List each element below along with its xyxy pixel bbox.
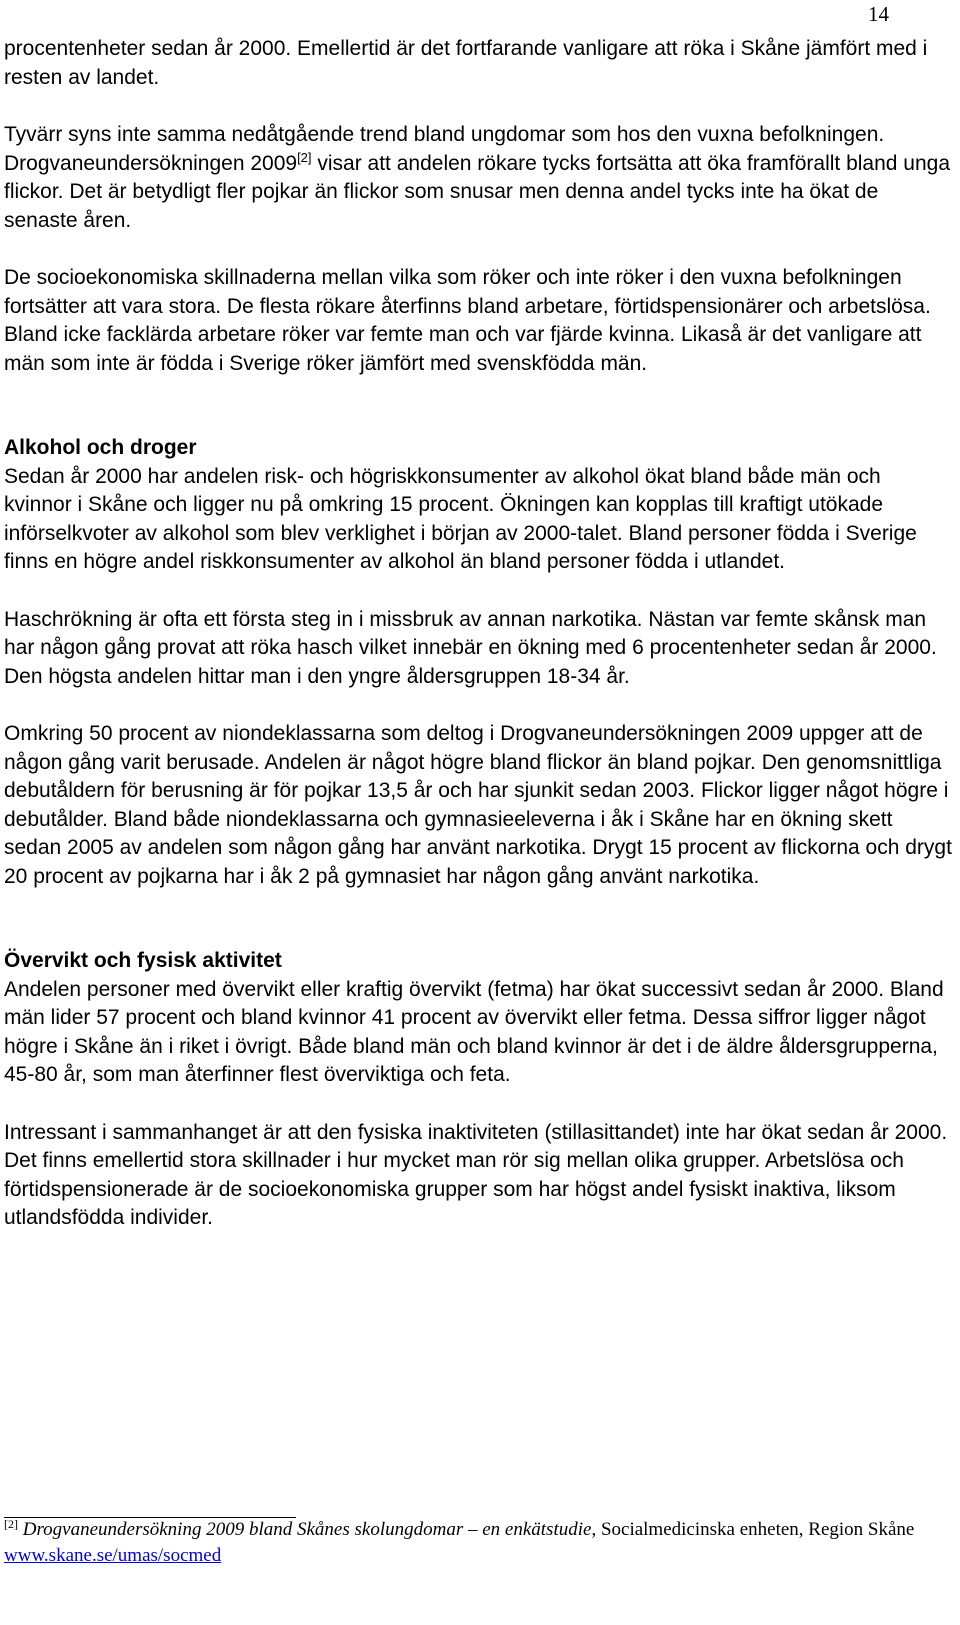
footnote-title: Drogvaneundersökning 2009 bland Skånes skolungdomar – en enkätstudie (22, 1519, 592, 1540)
paragraph-youth-text-b: visar att andelen rökare tycks fortsätta att öka framförallt bland unga flickor. Det är betydligt fler pojkar än flickor som snusar men denna andel tycks inte ha ökat de senaste åren. (4, 151, 951, 232)
heading-overweight: Övervikt och fysisk aktivitet (4, 949, 282, 972)
paragraph-smoking-trend: procentenheter sedan år 2000. Emellertid är det fortfarande vanligare att röka i Skåne jämfört med i resten av landet. (4, 37, 928, 89)
paragraph-hashish: Haschrökning är ofta ett första steg in i missbruk av annan narkotika. Nästan var femte skånsk man har någon gång provat att röka hasch vilket innebär en ökning med 6 procentenheter sedan år 2000. Den högsta andelen hittar man i den yngre åldersgruppen 18-34 år. (4, 607, 937, 688)
footnote-marker: [2] (4, 1517, 18, 1531)
paragraph-overweight: Andelen personer med övervikt eller kraftig övervikt (fetma) har ökat successivt sedan år 2000. Bland män lider 57 procent och bland kvinnor 41 procent av övervikt eller fetma. Dessa siffror ligger något högre i Skåne än i riket i övrigt. Både bland män och bland kvinnor är det i de äldre åldersgrupperna, 45-80 år, som man återfinner flest överviktiga och feta. (4, 977, 944, 1086)
page-number: 14 (868, 2, 889, 26)
document-body (4, 35, 952, 1233)
footnote-reference[interactable]: [2] (297, 149, 312, 165)
footnote-publisher: , Socialmedicinska enheten, Region Skåne (591, 1519, 915, 1540)
paragraph-physical-inactivity: Intressant i sammanhanget är att den fysiska inaktiviteten (stillasittandet) inte har ökat sedan år 2000. Det finns emellertid stora skillnader i hur mycket man rör sig mellan olika grupper. Arbetslösa och förtidspensionerade är de socioekonomiska grupper som har högst andel fysiskt inaktiva, liksom utlandsfödda individer. (4, 1120, 948, 1229)
heading-alcohol: Alkohol och droger (4, 436, 197, 459)
footnote (4, 1517, 952, 1569)
paragraph-youth-smoking (4, 121, 952, 235)
paragraph-alcohol-risk: Sedan år 2000 har andelen risk- och högriskkonsumenter av alkohol ökat bland både män och kvinnor i Skåne och ligger nu på omkring 15 procent. Ökningen kan kopplas till kraftigt utökade införselkvoter av alkohol som blev verklighet i början av 2000-talet. Bland personer födda i Sverige finns en högre andel riskkonsumenter av alkohol än bland personer födda i utlandet. (4, 464, 917, 573)
paragraph-youth-text-a: Tyvärr syns inte samma nedåtgående trend bland ungdomar som hos den vuxna befolkningen. Drogvaneundersökningen 2009 (4, 123, 885, 175)
paragraph-ninth-graders: Omkring 50 procent av niondeklassarna som deltog i Drogvaneundersökningen 2009 uppger att de någon gång varit berusade. Andelen är något högre bland flickor än bland pojkar. Den genomsnittliga debutåldern för berusning är för pojkar 13,5 år och har sjunkit sedan 2003. Flickor ligger något högre i debutålder. Bland både niondeklassarna och gymnasieeleverna i åk i Skåne har en ökning skett sedan 2005 av andelen som någon gång har använt narkotika. Drygt 15 procent av flickorna och drygt 20 procent av pojkarna har i åk 2 på gymnasiet har någon gång använt narkotika. (4, 722, 952, 888)
footnote-link[interactable]: www.skane.se/umas/socmed (4, 1545, 222, 1566)
paragraph-socioeconomic: De socioekonomiska skillnaderna mellan vilka som röker och inte röker i den vuxna befolkningen fortsätter att vara stora. De flesta rökare återfinns bland arbetare, förtidspensionärer och arbetslösa. Bland icke facklärda arbetare röker var femte man och var fjärde kvinna. Likaså är det vanligare att män som inte är födda i Sverige röker jämfört med svenskfödda män. (4, 266, 931, 375)
